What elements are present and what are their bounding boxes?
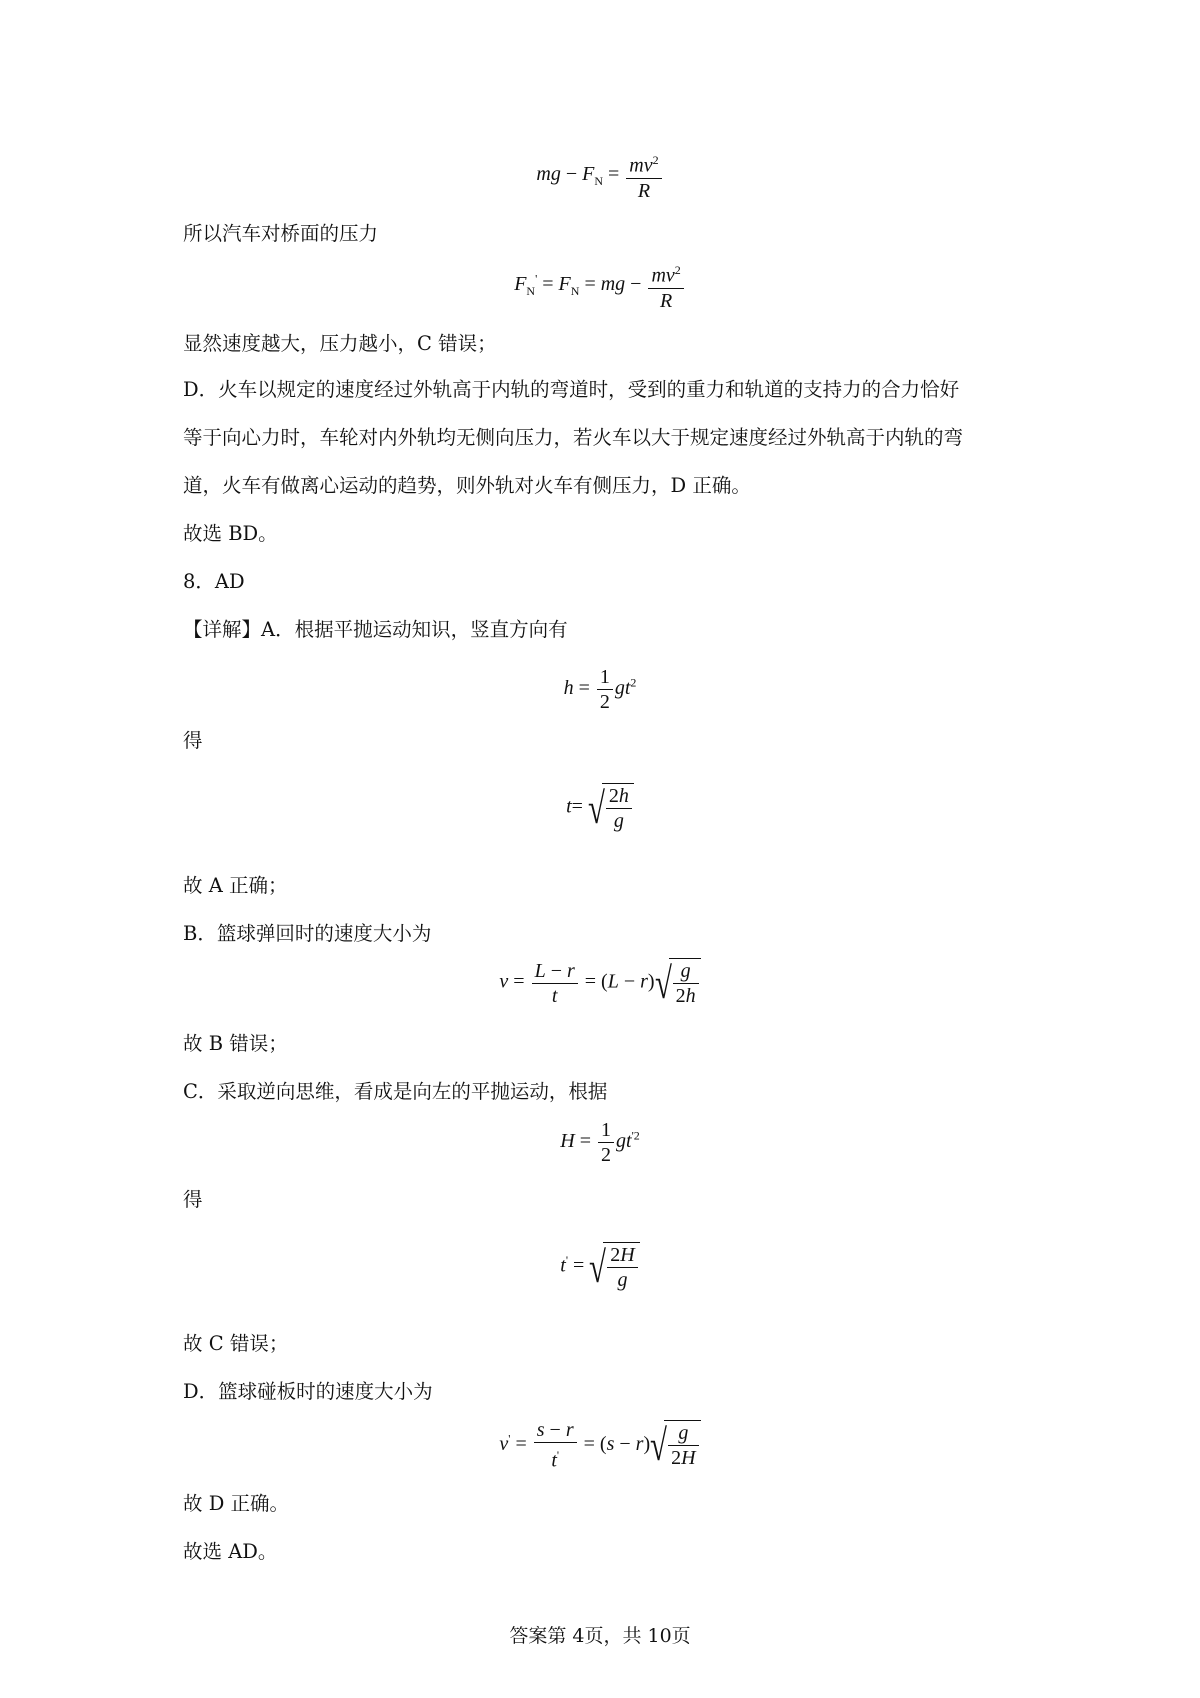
text-line: 道，火车有做离心运动的趋势，则外轨对火车有侧压力，D 正确。 — [183, 474, 751, 497]
equation-rebound-speed: v = $\frac{L - r}{t}$ = (L − r) √ $\frac{g}{2h}$ — [0, 958, 1200, 1008]
text-line: 故 B 错误； — [183, 1032, 288, 1055]
equation-height-board: H = $\frac{1}{2}$ $gt^{'2}$ — [560, 1119, 640, 1166]
text-line: 显然速度越大，压力越小，C 错误； — [183, 332, 497, 355]
equation-pressure: $F_N' = F_N$ = mg − $\frac{mv^2}{R}$ — [0, 258, 1200, 313]
text-line: B．篮球弹回时的速度大小为 — [183, 922, 432, 945]
equation-time: t= √ $\frac{2h}{g}$ — [0, 783, 1200, 833]
text-line: 【详解】A．根据平抛运动知识，竖直方向有 — [183, 618, 568, 641]
text-line: 故 D 正确。 — [183, 1492, 290, 1515]
text-line: 所以汽车对桥面的压力 — [183, 222, 379, 245]
text-line: 故 C 错误； — [183, 1332, 289, 1355]
text-line: 故选 AD。 — [183, 1540, 278, 1563]
text-line: D．火车以规定的速度经过外轨高于内轨的弯道时，受到的重力和轨道的支持力的合力恰好 — [183, 378, 960, 401]
equation-height: h = $\frac{1}{2}$ $gt^2$ — [563, 666, 637, 713]
equation-board-speed: v' = $\frac{s - r}{t'}$ = (s − r) √ $\frac{g}{2H}$ — [0, 1418, 1200, 1473]
text-line: 得 — [183, 729, 203, 752]
text-line: 得 — [183, 1188, 203, 1211]
text-line: 等于向心力时，车轮对内外轨均无侧向压力，若火车以大于规定速度经过外轨高于内轨的弯 — [183, 426, 964, 449]
equation-newton-bridge: mg − $F_N$ = $\frac{mv^2}{R}$ — [0, 148, 1200, 203]
text-line: C．采取逆向思维，看成是向左的平抛运动，根据 — [183, 1080, 608, 1103]
page-footer: 答案第 4页，共 10页 — [509, 1625, 691, 1647]
text-line: 故 A 正确； — [183, 874, 288, 897]
text-line: D．篮球碰板时的速度大小为 — [183, 1380, 433, 1403]
question-number: 8．AD — [183, 570, 245, 593]
text-line: 故选 BD。 — [183, 522, 278, 545]
equation-time-board: t' = √ $\frac{2H}{g}$ — [0, 1242, 1200, 1292]
